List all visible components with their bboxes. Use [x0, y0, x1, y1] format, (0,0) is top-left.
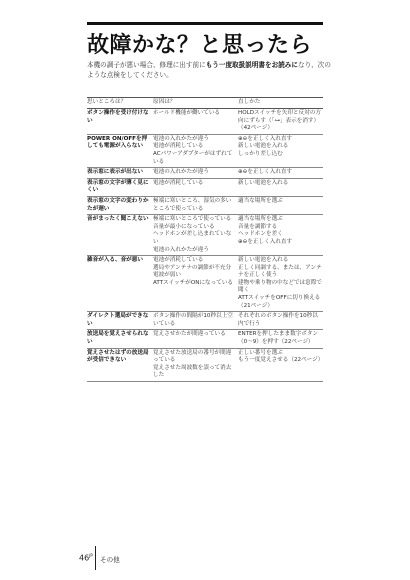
symptom-cell: 表示窓の文字の変わりかたが遅い	[87, 197, 149, 212]
fix-line: 正しく同調する、または、アンテナを正しく使う	[238, 264, 322, 279]
page-title: 故障かな？と思ったら	[87, 33, 313, 58]
intro-suffix: 。	[166, 71, 173, 79]
cause-line: ACパワーアダプターがはずれている	[153, 150, 233, 165]
fix-line: HOLDスイッチを矢印と反対の方向にずらす（「⊶」表示を消す）（42ページ）	[238, 110, 321, 132]
cause-line: 電池の入れかたが違う	[153, 246, 209, 253]
fix-cell	[236, 256, 323, 311]
table-row	[87, 135, 323, 168]
table-row	[87, 215, 323, 256]
cause-line: 覚えさせた周波数を誤って消去した	[153, 364, 232, 379]
cause-line: 覚えさせかたが間違っている	[153, 331, 226, 338]
symptom-cell: 表示窓に表示が出ない	[87, 169, 143, 176]
page-number	[79, 553, 93, 563]
fix-line: ヘッドホンを差く	[238, 231, 283, 238]
table-row	[87, 330, 323, 348]
cause-cell	[151, 179, 236, 196]
table-header	[87, 97, 323, 109]
title-rule	[87, 22, 323, 25]
cause-line: 極端に寒いところ、湿気の多いところで使っている	[153, 197, 232, 212]
fix-line: 建物や乗り物の中などでは窓際で聞く	[238, 279, 322, 294]
cause-line: ヘッドホンが差し込まれていない	[153, 231, 232, 245]
fix-cell	[236, 215, 323, 255]
cause-line: 電池の入れかたが違う	[153, 135, 209, 142]
fix-cell	[236, 168, 323, 178]
fix-cell	[236, 349, 323, 381]
symptom-cell: 放送局を覚えさせられない	[87, 331, 149, 346]
cause-line: 電池が消耗している	[153, 143, 204, 150]
fix-line: しっかり差し込む	[238, 150, 283, 157]
header-symptom: 思いところは？	[87, 99, 127, 106]
intro-bold: もう一度取扱説明書をお読みに	[205, 61, 298, 69]
intro-prefix: 本機の調子が悪い場合、修理に出す前に	[87, 61, 206, 69]
cause-cell	[151, 109, 236, 134]
symptom-cell: 雑音が入る、音が悪い	[87, 257, 143, 264]
footer-divider	[95, 546, 96, 570]
symptom-cell: ボタン操作を受け付けない	[87, 110, 149, 124]
cause-line: 電池が消耗している	[153, 257, 204, 264]
cause-cell	[151, 330, 236, 347]
cause-cell	[151, 256, 236, 311]
fix-cell	[236, 197, 323, 214]
cause-line: 極端に寒いところで使っている	[153, 216, 232, 223]
symptom-cell: 覚えさせたはずの放送局が受信できない	[87, 349, 149, 364]
fix-line: 新しい電池を入れる	[238, 179, 289, 186]
cause-line: 電波が弱い	[153, 272, 181, 279]
intro-mid: なり、次のような点検をしてください	[87, 61, 331, 79]
symptom-cell: ダイレクト選局ができない	[87, 313, 149, 327]
table-row	[87, 168, 323, 179]
fix-line: 新しい電池を入れる	[238, 143, 289, 150]
fix-cell	[236, 135, 323, 167]
fix-line: ENTERを押したまま数字ボタン（0〜9）を押す（22ページ）	[238, 331, 319, 346]
fix-cell	[236, 179, 323, 196]
cause-line: 音量が最小になっている	[153, 223, 215, 230]
symptom-cell: 音がまったく聞こえない	[87, 216, 149, 223]
header-cause: 原因は？	[153, 99, 176, 106]
cause-line: 選局やアンテナの調節が不充分	[153, 264, 232, 271]
table-body	[87, 109, 323, 382]
table-row	[87, 312, 323, 330]
cause-line: ATTスイッチがONになっている	[153, 279, 234, 286]
cause-line: ボタン操作の間隔が10秒以上空いている	[153, 313, 233, 327]
cause-line: 電池が消耗している	[153, 179, 204, 186]
fix-line: それぞれのボタン操作を10秒以内で行う	[238, 313, 318, 327]
table-row	[87, 109, 323, 135]
table-row	[87, 256, 323, 312]
page-number-suffix: JP	[89, 553, 93, 558]
fix-line: 適当な場所を選ぶ	[238, 216, 283, 223]
fix-line: 正しい番号を選ぶ	[238, 349, 283, 356]
cause-cell	[151, 168, 236, 178]
fix-line: ⊕⊖を正しく入れ直す	[238, 135, 293, 142]
cause-cell	[151, 349, 236, 381]
section-label: その他	[100, 556, 120, 564]
page-number-value: 46	[79, 553, 90, 563]
cause-cell	[151, 215, 236, 255]
fix-cell	[236, 330, 323, 347]
cause-line: 覚えさせた放送局の番号が間違っている	[153, 349, 232, 364]
cause-cell	[151, 312, 236, 329]
fix-line: ⊕⊖を正しく入れ直す	[238, 169, 293, 176]
fix-line: 音量を調節する	[238, 223, 278, 230]
cause-cell	[151, 135, 236, 167]
cause-line: 電池の入れかたが違う	[153, 169, 209, 176]
symptom-cell: POWER ON/OFFを押しても電源が入らない	[87, 135, 148, 150]
fix-line: ⊕⊖を正しく入れ直す	[238, 238, 293, 245]
symptom-cell: 表示窓の文字が薄く見にくい	[87, 179, 149, 194]
cause-line: ホールド機能が働いている	[153, 110, 221, 116]
fix-line: ATTスイッチをOFFに切り換える（21ページ）	[238, 295, 321, 309]
fix-cell	[236, 312, 323, 329]
fix-cell	[236, 109, 323, 134]
cause-cell	[151, 197, 236, 214]
table-row	[87, 179, 323, 197]
table-row	[87, 197, 323, 215]
header-fix: 直しかた	[238, 99, 261, 106]
fix-line: もう一度覚えさせる（22ページ）	[238, 357, 324, 364]
fix-line: 適当な場所を選ぶ	[238, 197, 283, 204]
fix-line: 新しい電池を入れる	[238, 257, 289, 264]
table-row	[87, 349, 323, 382]
troubleshooting-table	[87, 97, 323, 382]
intro-paragraph	[87, 60, 332, 80]
